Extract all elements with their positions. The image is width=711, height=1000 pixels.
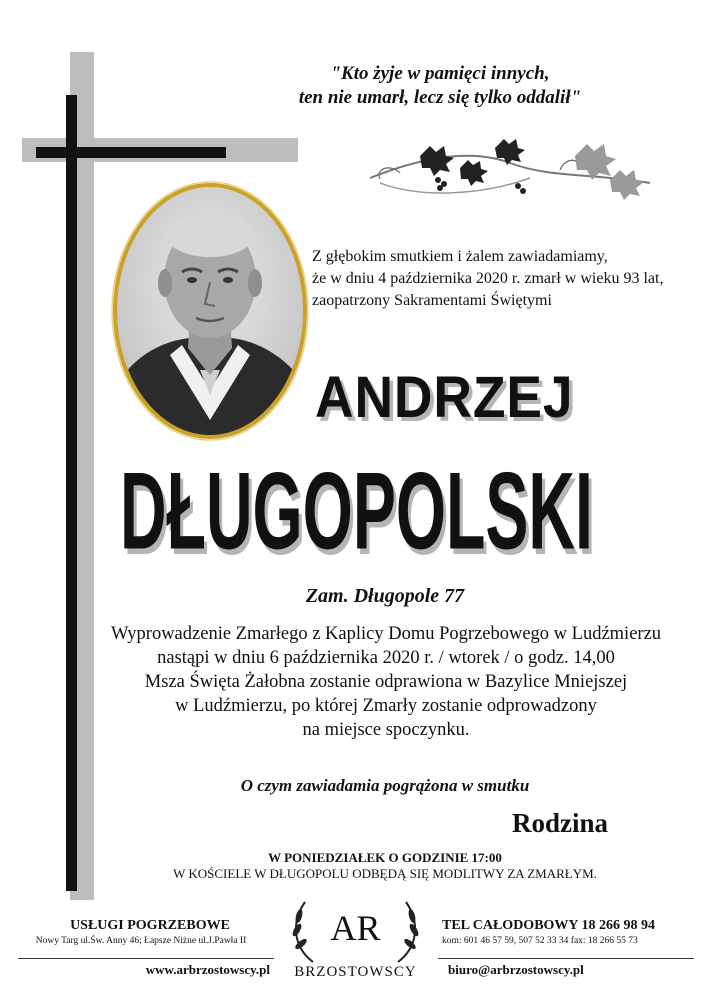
deceased-portrait (110, 180, 310, 442)
notification-line: O czym zawiadamia pogrążona w smutku (240, 776, 530, 795)
cross-vertical-bar (66, 95, 77, 891)
company-logo-icon (283, 892, 428, 972)
footer-divider-left (18, 958, 274, 959)
deceased-address: Zam. Długopole 77 (305, 585, 465, 607)
grapevine-ornament-icon (360, 128, 660, 214)
website-link[interactable]: www.arbrzostowscy.pl (145, 962, 270, 977)
quote-line-1: "Kto żyje w pamięci innych, (330, 63, 550, 84)
prayer-time: W PONIEDZIAŁEK O GODZINIE 17:00 (268, 850, 502, 865)
ceremony-line-3: Msza Święta Żałobna zostanie odprawiona w Bazylice Mniejszej (144, 672, 628, 692)
funeral-services-address: Nowy Targ ul.Św. Anny 46; Łapsze Niżne ul.J.Pawła II (35, 936, 247, 946)
email-link[interactable]: biuro@arbrzostowscy.pl (448, 962, 584, 977)
intro-line-3: zaopatrzony Sakramentami Świętymi (312, 292, 552, 309)
announcement-intro (312, 246, 692, 312)
footer-divider-right (438, 958, 694, 959)
funeral-services-title: USŁUGI POGRZEBOWE (70, 918, 230, 933)
deceased-first-name: ANDRZEJ (315, 365, 574, 430)
ceremony-details (86, 622, 686, 742)
phone-title: TEL CAŁODOBOWY 18 266 98 94 (442, 918, 656, 933)
prayer-place: W KOŚCIELE W DŁUGOPOLU ODBĘDĄ SIĘ MODLITWY ZA ZMARŁYM. (173, 866, 597, 881)
memorial-quote (200, 62, 680, 110)
intro-line-1: Z głębokim smutkiem i żalem zawiadamiamy, (312, 248, 608, 265)
quote-line-2: ten nie umarł, lecz się tylko oddalił" (298, 87, 582, 108)
deceased-last-name: DŁUGOPOLSKI (120, 451, 593, 573)
ceremony-line-5: na miejsce spoczynku. (302, 720, 470, 740)
phone-numbers: kom: 601 46 57 59, 507 52 33 34 fax: 18 266 55 73 (442, 936, 638, 946)
intro-line-2: że w dniu 4 października 2020 r. zmarł w wieku 93 lat, (312, 270, 664, 287)
ceremony-line-2: nastąpi w dniu 6 października 2020 r. / wtorek / o godz. 14,00 (157, 648, 615, 668)
ceremony-line-1: Wyprowadzenie Zmarłego z Kaplicy Domu Pogrzebowego w Ludźmierzu (110, 624, 662, 644)
family-signature: Rodzina (511, 808, 609, 838)
logo-name: BRZOSTOWSCY (294, 964, 417, 980)
logo-initials: AR (330, 908, 381, 948)
cross-horizontal-bar (36, 147, 226, 158)
ceremony-line-4: w Ludźmierzu, po której Zmarły zostanie odprowadzony (175, 696, 597, 716)
